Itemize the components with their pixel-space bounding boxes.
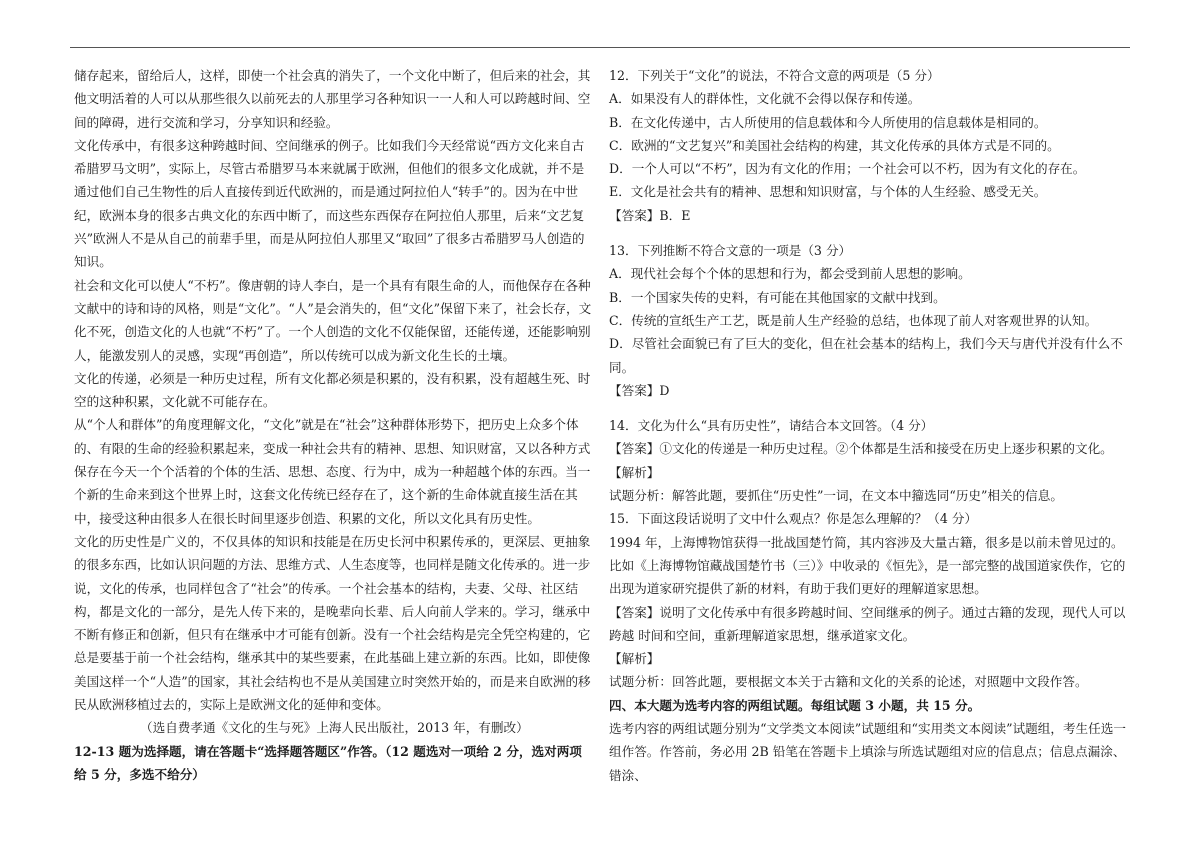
question-13-stem: 13．下列推断不符合文意的一项是（3 分） bbox=[609, 243, 852, 259]
option: B．在文化传递中，古人所使用的信息载体和今人所使用的信息载体是相同的。 bbox=[609, 114, 1047, 130]
option: C．传统的宣纸生产工艺，既是前人生产经验的总结，也体现了前人对客观世界的认知。 bbox=[609, 312, 1098, 328]
paragraph: 从“个人和群体”的角度理解文化，“文化”就是在“社会”这种群体形势下，把历史上众多个体的、有限的生命的经验积累起来，变成一种社会共有的精神、思想、知识财富，又以各种方式保存在今天一个个活着的个体的生活、思想、态度、行为中，成为一种超越个体的东西。当一个新的生命来到这个世界上时，这套文化传统已经存在了，这个新的生命体就直接生活在其中，接受这种由很多人在很长时间里逐步创造、积累的文化，所以文化具有历史性。 bbox=[74, 417, 591, 526]
option: D．一个人可以“不朽”，因为有文化的作用；一个社会可以不朽，因为有文化的存在。 bbox=[609, 161, 1086, 177]
question-15-stem: 15．下面这段话说明了文中什么观点？你是怎么理解的？（4 分） bbox=[609, 511, 978, 527]
analysis: 试题分析：回答此题，要根据文本关于古籍和文化的关系的论述，对照题中文段作答。 bbox=[609, 674, 1088, 690]
answer: 【答案】B．E bbox=[609, 207, 691, 223]
answer: 【答案】①文化的传递是一种历史过程。②个体都是生活和接受在历史上逐步积累的文化。 bbox=[609, 441, 1113, 457]
option: E．文化是社会共有的精神、思想和知识财富，与个体的人生经验、感受无关。 bbox=[609, 184, 1047, 200]
top-rule bbox=[70, 47, 1130, 48]
question-15-passage: 1994 年，上海博物馆获得一批战国楚竹简，其内容涉及大量古籍，很多是以前未曾见过的。比如《上海博物馆藏战国楚竹书（三）》中收录的《恒先》，是一部完整的战国道家佚作，它的出现为道家研究提供了新的材料，有助于我们更好的理解道家思想。 bbox=[609, 534, 1126, 597]
paragraph: 文化传承中，有很多这种跨越时间、空间继承的例子。比如我们今天经常说“西方文化来自古希腊罗马文明”，实际上，尽管古希腊罗马本来就属于欧洲，但他们的很多文化成就，并不是通过他们自己生物性的后人直接传到近代欧洲的，而是通过阿拉伯人“转手”的。因为在中世纪，欧洲本身的很多古典文化的东西中断了，而这些东西保存在阿拉伯人那里，后来“文艺复兴”欧洲人不是从自己的前辈手里，而是从阿拉伯人那里又“取回”了很多古希腊罗马人创造的知识。 bbox=[74, 137, 585, 270]
left-column bbox=[74, 64, 592, 786]
analysis-tag: 【解析】 bbox=[609, 651, 660, 667]
option: B．一个国家失传的史料，有可能在其他国家的文献中找到。 bbox=[609, 289, 946, 305]
answer: 【答案】D bbox=[609, 382, 670, 398]
question-12-stem: 12．下列关于“文化”的说法，不符合文意的两项是（5 分） bbox=[609, 68, 940, 83]
paragraph: 文化的历史性是广义的，不仅具体的知识和技能是在历史长河中积累传承的，更深层、更抽象的很多东西，比如认识问题的方法、思维方式、人生态度等，也同样是随文化传承的。进一步说，文化的传承，也同样包含了“社会”的传承。一个社会基本的结构，夫妻、父母、社区结构，都是文化的一部分，是先人传下来的，是晚辈向长辈、后人向前人学来的。学习，继承中不断有修正和创新，但只有在继承中才可能有创新。没有一个社会结构是完全凭空构建的，它总是要基于前一个社会结构，继承其中的某些要素，在此基础上建立新的东西。比如，即使像美国这样一个“人造”的国家，其社会结构也不是从美国建立时突然开始的，而是来自欧洲的移民从欧洲移植过去的，实际上是欧洲文化的延伸和变体。 bbox=[74, 533, 591, 713]
source-citation: （选自费孝通《文化的生与死》上海人民出版社，2013 年，有删改） bbox=[140, 720, 529, 736]
option: A．现代社会每个个体的思想和行为，都会受到前人思想的影响。 bbox=[609, 266, 971, 282]
option: D．尽管社会面貌已有了巨大的变化，但在社会基本的结构上，我们今天与唐代并没有什么不同。 bbox=[609, 336, 1123, 375]
question-instruction: 12-13 题为选择题，请在答题卡“选择题答题区”作答。（12 题选对一项给 2 分，选对两项给 5 分，多选不给分） bbox=[74, 743, 582, 782]
answer: 【答案】说明了文化传承中有很多跨越时间、空间继承的例子。通过古籍的发现，现代人可以跨越 时间和空间，重新理解道家思想，继承道家文化。 bbox=[609, 604, 1126, 643]
section-body: 选考内容的两组试题分别为“文学类文本阅读”试题组和“实用类文本阅读”试题组，考生任选一组作答。作答前，务必用 2B 铅笔在答题卡上填涂与所选试题组对应的信息点；信息点漏涂、错涂、 bbox=[609, 721, 1126, 783]
analysis-tag: 【解析】 bbox=[609, 464, 660, 480]
question-14-stem: 14．文化为什么“具有历史性”，请结合本文回答。（4 分） bbox=[609, 418, 934, 434]
analysis: 试题分析：解答此题，要抓住“历史性”一词，在文本中籀选同“历史”相关的信息。 bbox=[609, 488, 1063, 504]
right-column bbox=[609, 64, 1127, 787]
option: C．欧洲的“文艺复兴”和美国社会结构的构建，其文化传承的具体方式是不同的。 bbox=[609, 137, 1060, 153]
paragraph: 储存起来，留给后人，这样，即使一个社会真的消失了，一个文化中断了，但后来的社会，其他文明活着的人可以从那些很久以前死去的人那里学习各种知识一一人和人可以跨越时间、空间的障碍，进行交流和学习，分享知识和经验。 bbox=[74, 68, 591, 130]
option: A．如果没有人的群体性，文化就不会得以保存和传递。 bbox=[609, 91, 921, 107]
paragraph: 文化的传递，必须是一种历史过程，所有文化都必须是积累的，没有积累，没有超越生死、时空的这种积累，文化就不可能存在。 bbox=[74, 370, 591, 410]
section-heading: 四、本大题为选考内容的两组试题。每组试题 3 小题，共 15 分。 bbox=[609, 697, 981, 713]
paragraph: 社会和文化可以使人“不朽”。像唐朝的诗人李白，是一个具有有限生命的人，而他保存在各种文献中的诗和诗的风格，则是“文化”。“人”是会消失的，但“文化”保留下来了，社会长存，文化不死，创造文化的人也就“不朽”了。一个人创造的文化不仅能保留，还能传递，还能影响别人，能激发别人的灵感，实现“再创造”，所以传统可以成为新文化生长的土壤。 bbox=[74, 277, 592, 363]
